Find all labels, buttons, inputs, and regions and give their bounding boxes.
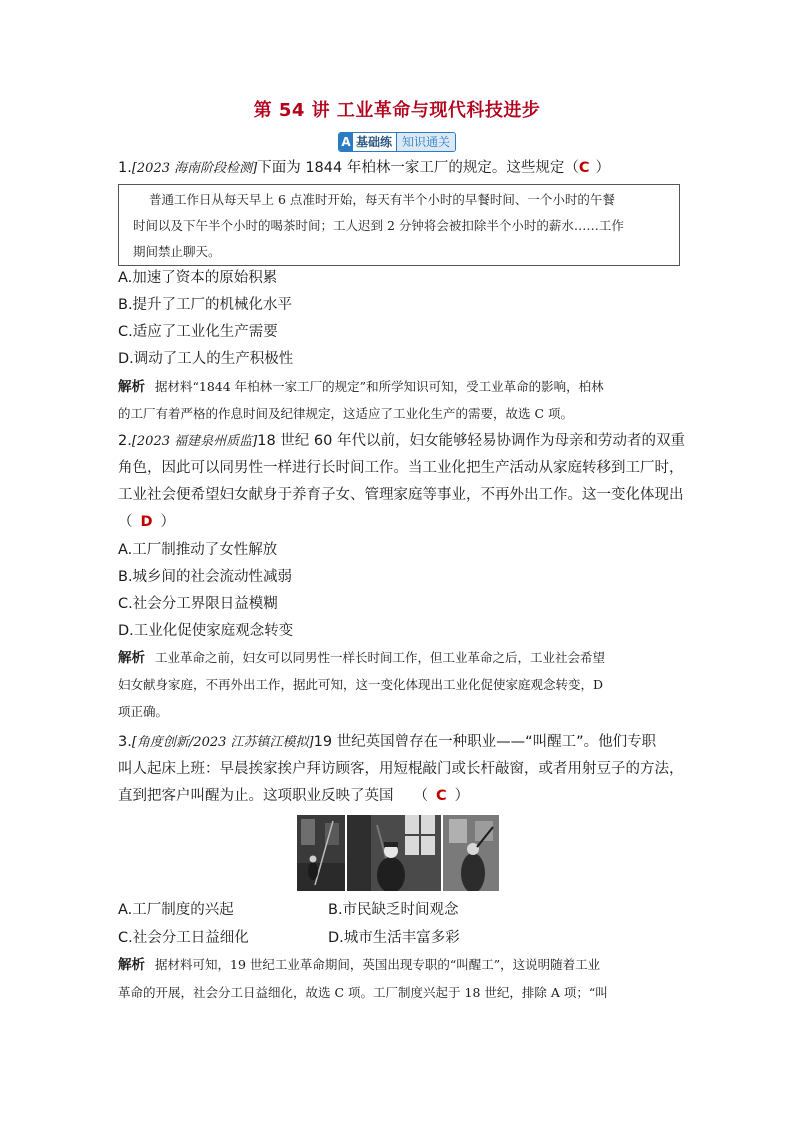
- q3-number: 3.: [118, 734, 132, 750]
- photo-woman-blowing-peas: [443, 815, 499, 891]
- q2-explanation-label: 解析: [118, 650, 145, 666]
- q2-option-a: A.工厂制推动了女性解放: [118, 542, 278, 558]
- q1-option-c: C.适应了工业化生产需要: [118, 324, 278, 340]
- q3-explanation-line: [118, 955, 678, 975]
- q3-stem-text: 直到把客户叫醒为止。这项职业反映了英国: [118, 788, 394, 804]
- section-badge-row: [0, 132, 794, 152]
- q3-explanation-label: 解析: [118, 957, 145, 973]
- q2-stem-line: [118, 431, 685, 452]
- q2-option-d: D.工业化促使家庭观念转变: [118, 623, 294, 639]
- q1-material-box: [118, 184, 680, 266]
- q3-stem-line: 叫人起床上班：早晨挨家挨户拜访顾客，用短棍敲门或长杆敲窗，或者用射豆子的方法，: [118, 761, 684, 777]
- q2-stem-line: 工业社会便希望妇女献身于养育子女、管理家庭等事业，不再外出工作。这一变化体现出: [118, 487, 684, 503]
- q1-option-b: B.提升了工厂的机械化水平: [118, 297, 293, 313]
- knocker-up-photos: [297, 815, 499, 891]
- q3-paren-close: ）: [454, 788, 470, 804]
- section-badge: [338, 132, 456, 152]
- badge-letter: A: [339, 133, 353, 151]
- q2-option-c: C.社会分工界限日益模糊: [118, 596, 278, 612]
- q1-stem-text: 下面为 1844 年柏林一家工厂的规定。这些规定（: [257, 160, 579, 176]
- q1-material-line: 时间以及下午半个小时的喝茶时间；工人迟到 2 分钟将会被扣除半个小时的薪水……工作: [133, 218, 624, 233]
- q3-stem-text: 19 世纪英国曾存在一种职业——“叫醒工”。他们专职: [313, 734, 657, 750]
- q1-explanation-line: [118, 377, 678, 397]
- q1-explanation-text: 据材料“1844 年柏林一家工厂的规定”和所学知识可知，受工业革命的影响，柏林: [155, 379, 604, 394]
- photo-man-knocking-window: [347, 815, 441, 891]
- q1-answer: C: [578, 160, 590, 176]
- q2-answer-line: [118, 512, 678, 532]
- q2-option-b: B.城乡间的社会流动性减弱: [118, 569, 293, 585]
- q3-option-c: C.社会分工日益细化: [118, 930, 249, 946]
- q3-paren-open: （: [413, 788, 428, 804]
- q1-material-line: 期间禁止聊天。: [133, 244, 221, 259]
- q2-number: 2.: [118, 433, 132, 449]
- badge-tag: 知识通关: [396, 133, 455, 151]
- q3-answer: C: [436, 788, 447, 804]
- q3-options-row-1: [118, 900, 678, 920]
- q3-stem-line: [118, 732, 678, 753]
- q1-source: [2023 海南阶段检测]: [131, 161, 258, 176]
- badge-name: 基础练: [355, 135, 392, 149]
- q2-source: [2023 福建泉州质监]: [131, 434, 258, 449]
- q1-number: 1.: [118, 160, 132, 176]
- q2-explanation-text: 工业革命之前，妇女可以同男性一样长时间工作，但工业革命之后，工业社会希望: [155, 650, 606, 665]
- q3-options-row-2: [118, 928, 678, 948]
- q3-source: [角度创新/2023 江苏镇江模拟]: [131, 735, 314, 750]
- q3-option-b: B.市民缺乏时间观念: [328, 902, 459, 918]
- q1-explanation-label: 解析: [118, 379, 145, 395]
- q2-paren-open: （: [118, 514, 133, 530]
- q1-material-line: 普通工作日从每天早上 6 点准时开始，每天有半个小时的早餐时间、一个小时的午餐: [149, 192, 615, 207]
- q1-option-d: D.调动了工人的生产积极性: [118, 351, 294, 367]
- q2-answer: D: [140, 514, 153, 530]
- q1-stem-end: ）: [595, 160, 610, 176]
- q3-option-d: D.城市生活丰富多彩: [328, 930, 460, 946]
- q1-stem: [118, 158, 678, 179]
- q2-explanation-line: 妇女献身家庭，不再外出工作，据此可知，这一变化体现出工业化促使家庭观念转变，D: [118, 677, 604, 692]
- photo-street-knocker: [297, 815, 345, 891]
- q2-stem-text: 18 世纪 60 年代以前，妇女能够轻易协调作为母亲和劳动者的双重: [257, 433, 685, 449]
- q2-explanation-line: 项正确。: [118, 704, 169, 719]
- q3-explanation-text: 据材料可知，19 世纪工业革命期间，英国出现专职的“叫醒工”，这说明随着工业: [155, 957, 601, 972]
- q2-explanation-line: [118, 648, 678, 668]
- q3-option-a: A.工厂制度的兴起: [118, 902, 234, 918]
- page-title: 第 54 讲 工业革命与现代科技进步: [253, 100, 541, 121]
- q1-explanation-line: 的工厂有着严格的作息时间及纪律规定，这适应了工业化生产的需要，故选 C 项。: [118, 406, 574, 421]
- q3-explanation-line: 革命的开展，社会分工日益细化，故选 C 项。工厂制度兴起于 18 世纪，排除 A 项；“叫: [118, 985, 608, 1000]
- q3-stem-line: [118, 786, 678, 806]
- q1-option-a: A.加速了资本的原始积累: [118, 270, 278, 286]
- q2-paren-close: ）: [160, 514, 176, 530]
- q2-stem-line: 角色，因此可以同男性一样进行长时间工作。当工业化把生产活动从家庭转移到工厂时，: [118, 460, 684, 476]
